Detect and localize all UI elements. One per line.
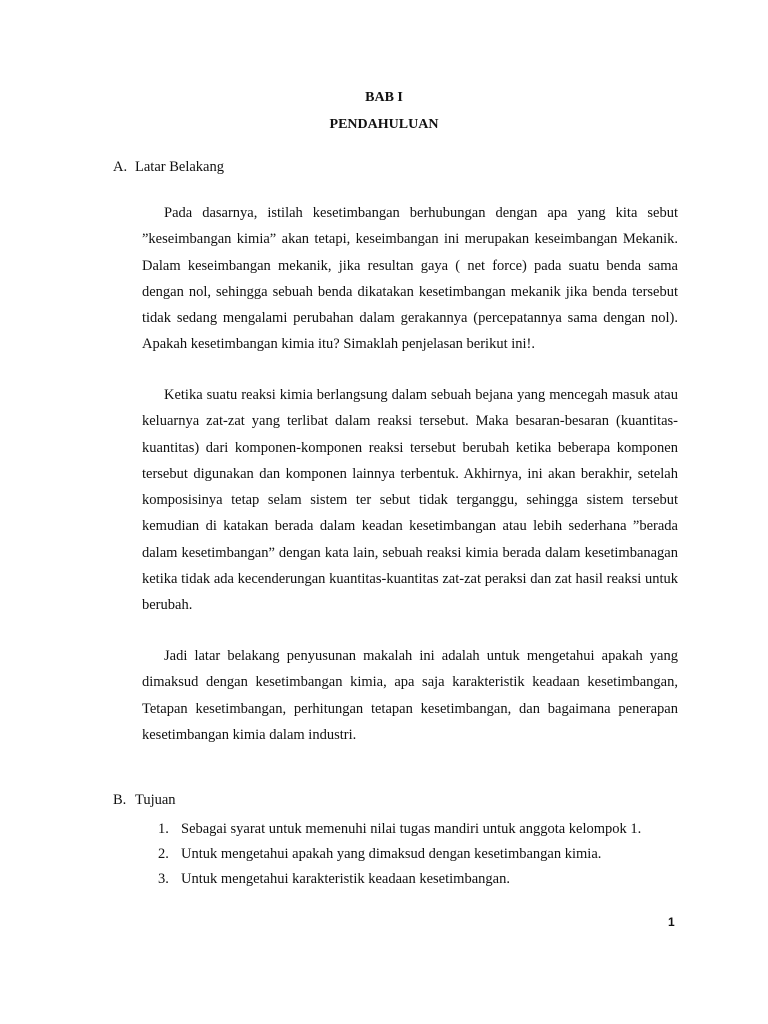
list-item — [158, 867, 678, 892]
section-b-title: Tujuan — [135, 792, 176, 808]
list-item-number: 2. — [158, 846, 169, 862]
page-number: 1 — [668, 915, 675, 929]
section-b-label: B. — [113, 792, 127, 808]
list-item-number: 3. — [158, 871, 169, 887]
section-a-title: Latar Belakang — [135, 159, 224, 175]
goals-list — [158, 817, 678, 892]
paragraph-3: Jadi latar belakang penyusunan makalah ini adalah untuk mengetahui apakah yang dimaksud dengan kesetimbangan kimia, apa saja karakteristik keadaan kesetimbangan, Tetapan kesetimbangan, perhitungan tetapan kesetimbangan, dan bagaimana penerapan kesetimbangan kimia dalam industri. — [142, 648, 678, 743]
list-item-number: 1. — [158, 821, 169, 837]
list-item-text: Sebagai syarat untuk memenuhi nilai tugas mandiri untuk anggota kelompok 1. — [181, 821, 642, 837]
chapter-number: BAB I — [365, 90, 403, 105]
list-item — [158, 817, 678, 842]
section-a-heading — [113, 159, 224, 176]
chapter-title: PENDAHULUAN — [329, 117, 439, 132]
paragraph-1: Pada dasarnya, istilah kesetimbangan berhubungan dengan apa yang kita sebut ”keseimbangan kimia” akan tetapi, keseimbangan ini merupakan keseimbangan Mekanik. Dalam keseimbangan mekanik, jika resultan gaya ( net force) pada suatu benda sama dengan nol, sehingga sebuah benda dikatakan kesetimbangan mekanik jika benda tersebut tidak sedang mengalami perubahan dalam gerakannya (percepatannya sama dengan nol). Apakah kesetimbangan kimia itu? Simaklah penjelasan berikut ini!. — [142, 205, 678, 353]
section-b-heading — [113, 792, 176, 809]
paragraph-2: Ketika suatu reaksi kimia berlangsung dalam sebuah bejana yang mencegah masuk atau keluarnya zat-zat yang terlibat dalam reaksi tersebut. Maka besaran-besaran (kuantitas-kuantitas) dari komponen-komponen reaksi tersebut berubah ketika beberapa komponen tersebut digunakan dan komponen lainnya terbentuk. Akhirnya, ini akan berakhir, setelah komposisinya tetap selam sistem ter sebut tidak terganggu, sehingga sistem tersebut kemudian di katakan berada dalam keadan kesetimbangan atau lebih sederhana ”berada dalam kesetimbangan” dengan kata lain, sebuah reaksi kimia berada dalam kesetimbanagan ketika tidak ada kecenderungan kuantitas-kuantitas zat-zat peraksi dan zat hasil reaksi untuk berubah. — [142, 387, 678, 614]
section-a-label: A. — [113, 159, 128, 175]
list-item-text: Untuk mengetahui apakah yang dimaksud dengan kesetimbangan kimia. — [181, 846, 602, 862]
list-item — [158, 842, 678, 867]
list-item-text: Untuk mengetahui karakteristik keadaan kesetimbangan. — [181, 871, 510, 887]
